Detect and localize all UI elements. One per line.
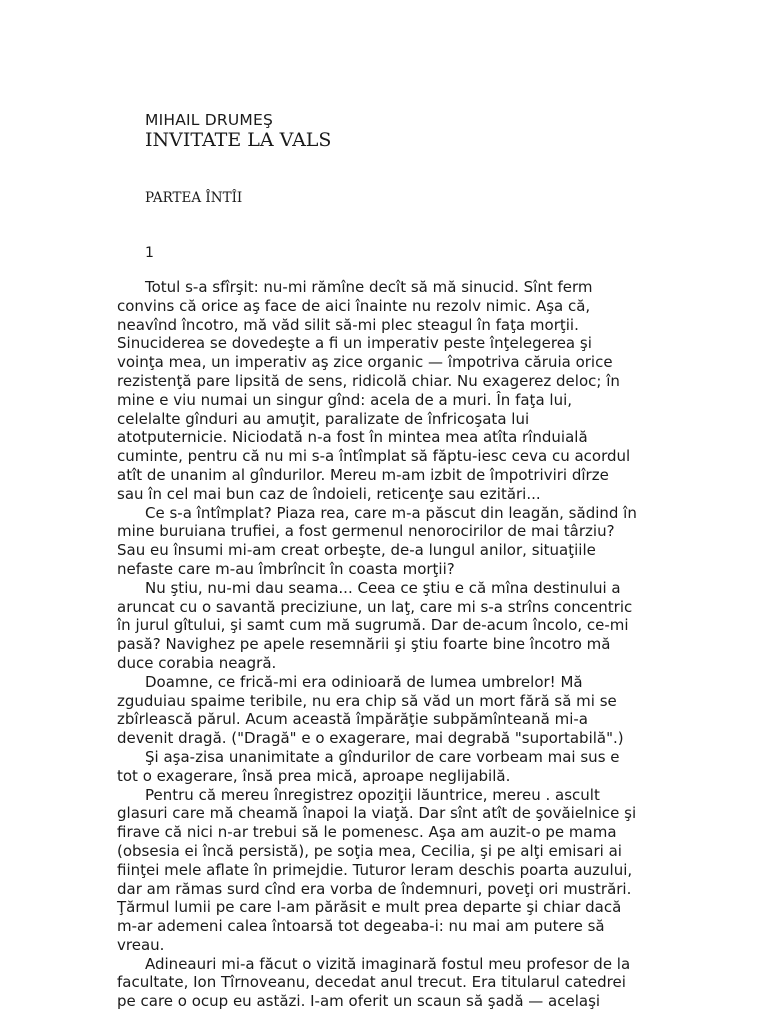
text-line: dar am rămas surd cînd era vorba de îndemnuri, poveţi ori mustrări. [117, 879, 632, 898]
text-line: aruncat cu o savantă preciziune, un laţ, care mi s-a strîns concentric [117, 597, 633, 616]
text-line: neavînd încotro, mă văd silit să-mi plec steagul în faţa morţii. [117, 315, 579, 334]
text-line: Pentru că mereu înregistrez opoziţii lăuntrice, mereu . ascult [145, 785, 600, 804]
text-line: glasuri care mă cheamă înapoi la viaţă. Dar sînt atît de şovăielnice şi [117, 804, 637, 823]
text-line: zguduiau spaime teribile, nu era chip să văd un mort fără să mi se [117, 691, 617, 710]
author-name: MIHAIL DRUMEŞ [145, 111, 273, 129]
text-line: mine e viu numai un singur gînd: acela de a muri. În faţa lui, [117, 390, 573, 409]
text-line: Ţărmul lumii pe care l-am părăsit e mult prea departe şi chiar dacă [117, 898, 622, 917]
text-line: atotputernicie. Niciodată n-a fost în mintea mea atîta rînduială [117, 428, 588, 447]
text-line: devenit dragă. ("Dragă" e o exagerare, mai degrabă "suportabilă".) [117, 729, 624, 748]
text-line: Sau eu însumi mi-am creat orbeşte, de-a lungul anilor, situaţiile [117, 541, 596, 560]
text-line: Adineauri mi-a făcut o vizită imaginară fostul meu profesor de la [145, 954, 631, 973]
text-line: convins că orice aş face de aici înainte nu rezolv nimic. Aşa că, [117, 296, 591, 315]
body-text [117, 278, 657, 1011]
text-line: sau în cel mai bun caz de îndoieli, reticenţe sau ezitări... [117, 484, 541, 503]
text-line: mine buruiana trufiei, a fost germenul nenorocirilor de mai târziu? [117, 522, 615, 541]
text-line: m-ar ademeni calea întoarsă tot degeaba-i: nu mai am putere să [117, 917, 605, 936]
text-line: rezistenţă pare lipsită de sens, ridicolă chiar. Nu exagerez deloc; în [117, 371, 620, 390]
text-line: cuminte, pentru că nu mi s-a întîmplat să făptu-iesc ceva cu acordul [117, 447, 631, 466]
chapter-number: 1 [145, 245, 154, 261]
text-line: tot o exagerare, însă prea mică, aproape neglijabilă. [117, 766, 511, 785]
text-line: Doamne, ce frică-mi era odinioară de lumea umbrelor! Mă [145, 672, 583, 691]
text-line: Ce s-a întîmplat? Piaza rea, care m-a păscut din leagăn, sădind în [145, 503, 637, 522]
text-line: duce corabia neagră. [117, 653, 277, 672]
text-line: Şi aşa-zisa unanimitate a gîndurilor de care vorbeam mai sus e [145, 747, 620, 766]
text-line: firave că nici n-ar trebui să le pomenesc. Aşa am auzit-o pe mama [117, 823, 617, 842]
text-line: Sinuciderea se dovedeşte a fi un imperativ peste înţelegerea şi [117, 334, 592, 353]
text-line: pe care o ocup eu astăzi. I-am oferit un scaun să şadă — acelaşi [117, 992, 601, 1011]
text-line: nefaste care m-au îmbrîncit în coasta morţii? [117, 559, 455, 578]
book-title: INVITATE LA VALS [145, 129, 332, 151]
text-line: în jurul gîtului, şi samt cum mă sugrumă. Dar de-acum încolo, ce-mi [117, 616, 629, 635]
part-heading: PARTEA ÎNTÎI [145, 190, 243, 206]
text-line: Totul s-a sfîrşit: nu-mi rămîne decît să mă sinucid. Sînt ferm [145, 278, 593, 296]
text-line: Nu ştiu, nu-mi dau seama... Ceea ce ştiu e că mîna destinului a [145, 578, 621, 597]
text-line: (obsesia ei încă persistă), pe soţia mea, Cecilia, şi pe alţi emisari ai [117, 841, 622, 860]
text-line: facultate, Ion Tîrnoveanu, decedat anul trecut. Era titularul catedrei [117, 973, 626, 992]
text-line: zbîrlească părul. Acum această împărăţie subpămînteană mi-a [117, 710, 588, 729]
text-line: vreau. [117, 935, 165, 954]
text-line: pasă? Navighez pe apele resemnării şi ştiu foarte bine încotro mă [117, 635, 611, 654]
text-line: celelalte gînduri au amuţit, paralizate de înfricoşata lui [117, 409, 530, 428]
text-line: fiinţei mele aflate în primejdie. Tuturor leram deschis poarta auzului, [117, 860, 633, 879]
text-line: voinţa mea, un imperativ aş zice organic — împotriva căruia orice [117, 353, 613, 372]
text-line: atît de unanim al gîndurilor. Mereu m-am izbit de împotriviri dîrze [117, 465, 609, 484]
